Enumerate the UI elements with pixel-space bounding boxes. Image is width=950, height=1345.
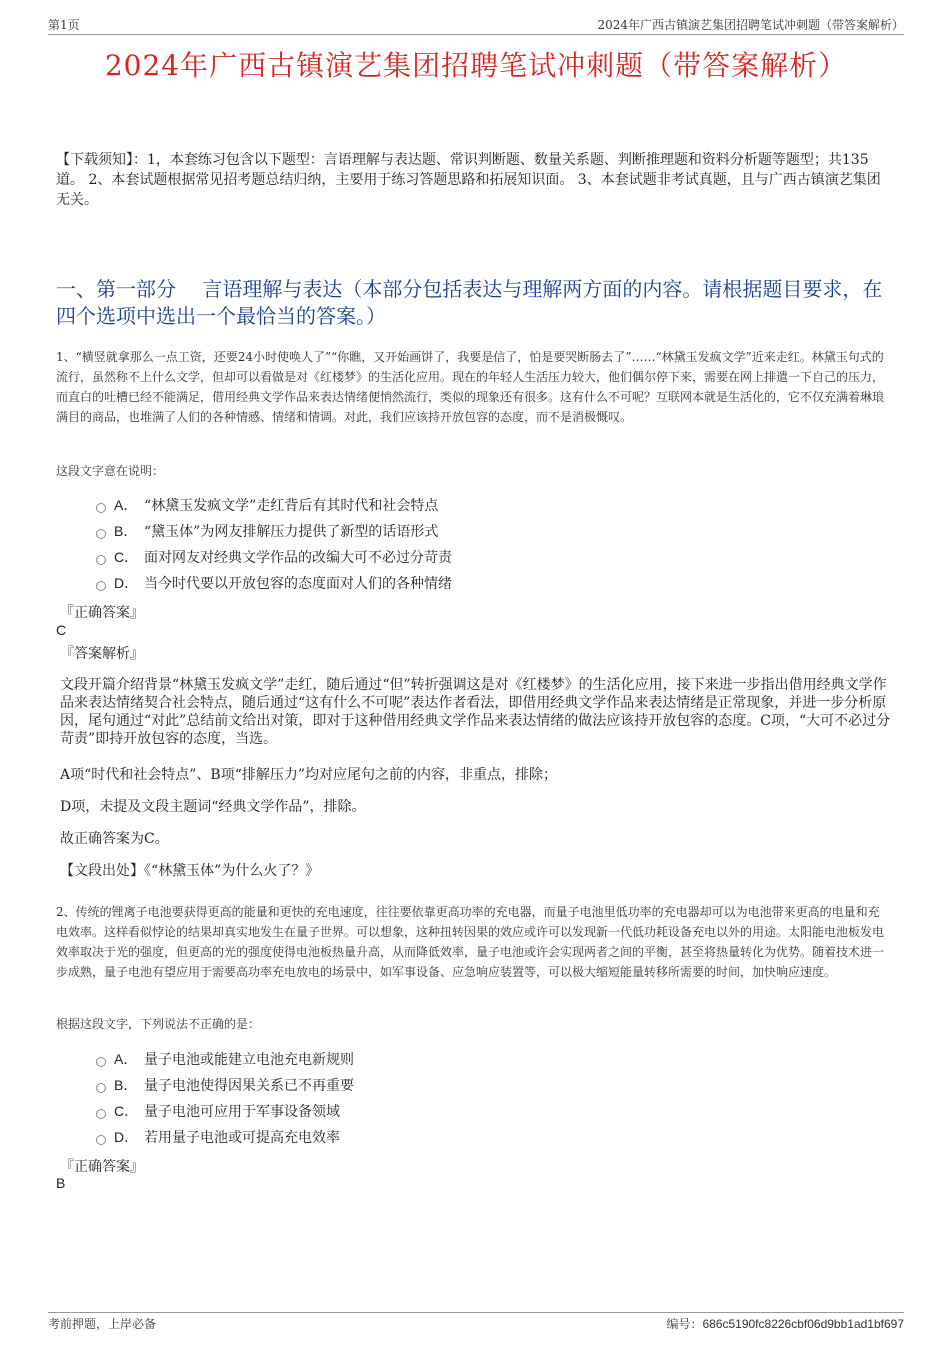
option-b[interactable]: B． 量子电池使得因果关系已不再重要 <box>96 1072 354 1098</box>
question-1-prompt: 这段文字意在说明： <box>56 464 165 478</box>
analysis-paragraph: D项，未提及文段主题词“经典文学作品”，排除。 <box>60 799 366 815</box>
download-notice: 【下载须知】：1，本套练习包含以下题型：言语理解与表达题、常识判断题、数量关系题、判断推理题和资料分析题等题型；共135道。 2、本套试题根据常见招考题总结归纳，主要用于练习答题思路和拓展知识面。 3、本套试题非考试真题，且与广西古镇演艺集团无关。 <box>56 152 881 208</box>
answer-label: 『正确答案』 <box>60 605 144 621</box>
radio-icon[interactable] <box>96 1135 106 1145</box>
option-a[interactable]: A． “林黛玉发疯文学”走红背后有其时代和社会特点 <box>96 492 452 518</box>
analysis-paragraph: 故正确答案为C。 <box>60 831 169 847</box>
page-number: 第1页 <box>48 18 80 32</box>
page-footer <box>48 1312 904 1333</box>
question-2-text: 2、传统的锂离子电池要获得更高的能量和更快的充电速度，往往要依靠更高功率的充电器，而量子电池里低功率的充电器却可以为电池带来更高的电量和充电效率。这样看似悖论的结果却真实地发生在量子世界。可以想象，这种扭转因果的效应或许可以发现新一代低功耗设备充电以外的用途。太阳能电池板发电效率取决于光的强度，但更高的光的强度使得电池板热量升高，从而降低效率，量子电池或许会实现两者之间的平衡，甚至将热量转化为优势。随着技术进一步成熟，量子电池有望应用于需要高功率充电放电的场景中，如军事设备、应急响应装置等，可以极大缩短能量转移所需要的时间，加快响应速度。 <box>56 905 885 979</box>
answer-label: 『正确答案』 <box>60 1159 144 1175</box>
document-id: 编号：686c5190fc8226cbf06d9bb1ad1bf697 <box>666 1317 904 1331</box>
radio-icon[interactable] <box>96 1057 106 1067</box>
answer-value: C <box>56 622 67 638</box>
page-header <box>48 16 904 35</box>
question-1-text: 1、“横竖就拿那么一点工资，还要24小时使唤人了”“你瞧，又开始画饼了，我要是信了，怕是要哭断肠去了”……“林黛玉发疯文学”近来走红。林黛玉句式的流行，虽然称不上什么文学，但却可以看做是对《红楼梦》的生活化应用。现在的年轻人生活压力较大，他们偶尔停下来，需要在网上排遣一下自己的压力，而直白的吐槽已经不能满足，借用经典文学作品来表达情绪便悄然流行，类似的现象还有很多。这有什么不可呢？互联网本就是生活化的，它不仅充满着琳琅满目的商品，也堆满了人们的各种情感、情绪和情调。对此，我们应该持开放包容的态度，而不是消极慨叹。 <box>56 350 885 424</box>
header-doc-title: 2024年广西古镇演艺集团招聘笔试冲刺题（带答案解析） <box>597 18 904 32</box>
radio-icon[interactable] <box>96 555 106 565</box>
question-1-options <box>96 492 452 596</box>
radio-icon[interactable] <box>96 1083 106 1093</box>
option-d[interactable]: D． 若用量子电池或可提高充电效率 <box>96 1124 354 1150</box>
answer-analysis <box>60 676 894 894</box>
option-c[interactable]: C． 量子电池可应用于军事设备领域 <box>96 1098 354 1124</box>
analysis-paragraph: 文段开篇介绍背景“林黛玉发疯文学”走红，随后通过“但”转折强调这是对《红楼梦》的生活化应用，接下来进一步指出借用经典文学作品来表达情绪契合社会特点，随后通过“这有什么不可呢”表达作者看法，即借用经典文学作品来表达情绪是正常现象，并进一步分析原因，尾句通过“对此”总结前文给出对策，即对于这种借用经典文学作品来表达情绪的做法应该持开放包容的态度。C项，“大可不必过分苛责”即持开放包容的态度，当选。 <box>60 677 891 747</box>
answer-value: B <box>56 1175 66 1191</box>
section-heading: 一、第一部分 言语理解与表达（本部分包括表达与理解两方面的内容。请根据题目要求，在四个选项中选出一个最恰当的答案。） <box>56 277 883 328</box>
document-title: 2024年广西古镇演艺集团招聘笔试冲刺题（带答案解析） <box>104 49 848 82</box>
option-b[interactable]: B． “黛玉体”为网友排解压力提供了新型的话语形式 <box>96 518 452 544</box>
question-2-prompt: 根据这段文字，下列说法不正确的是： <box>56 1017 261 1031</box>
footer-slogan: 考前押题，上岸必备 <box>48 1317 157 1331</box>
analysis-paragraph: A项“时代和社会特点”、B项“排解压力”均对应尾句之前的内容，非重点，排除； <box>60 767 558 783</box>
radio-icon[interactable] <box>96 503 106 513</box>
analysis-source: 【文段出处】《“林黛玉体”为什么火了？》 <box>60 863 320 879</box>
question-2-options <box>96 1046 354 1150</box>
option-a[interactable]: A． 量子电池或能建立电池充电新规则 <box>96 1046 354 1072</box>
option-d[interactable]: D． 当今时代要以开放包容的态度面对人们的各种情绪 <box>96 570 452 596</box>
radio-icon[interactable] <box>96 529 106 539</box>
radio-icon[interactable] <box>96 581 106 591</box>
radio-icon[interactable] <box>96 1109 106 1119</box>
analysis-label: 『答案解析』 <box>60 646 144 662</box>
option-c[interactable]: C． 面对网友对经典文学作品的改编大可不必过分苛责 <box>96 544 452 570</box>
